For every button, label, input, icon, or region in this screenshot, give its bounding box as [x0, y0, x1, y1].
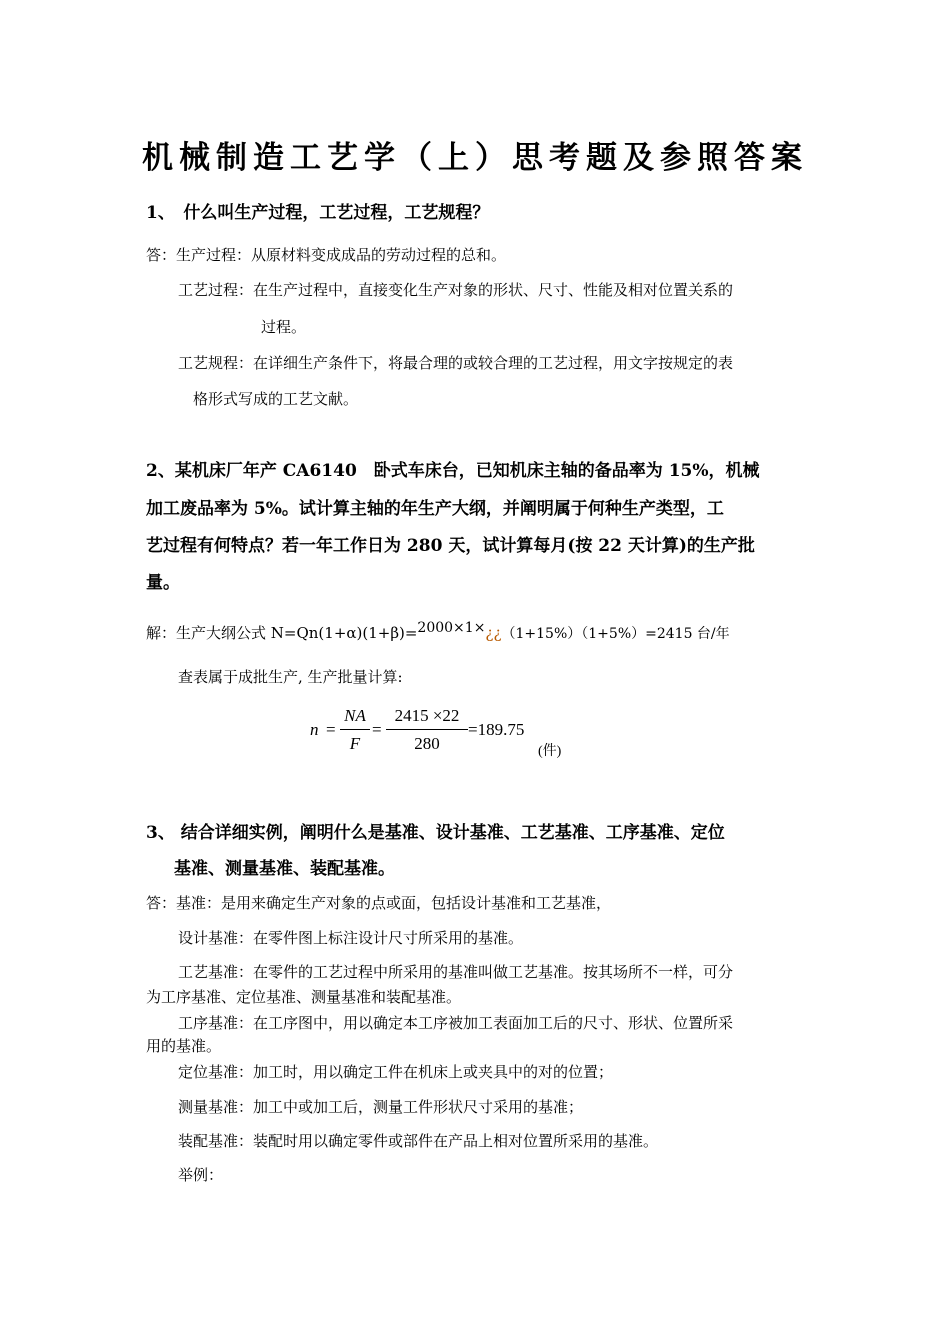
- fraction-numerator: 2415 ×22: [386, 706, 468, 730]
- formula-variable: n: [310, 720, 319, 739]
- question-3-heading: 3、 结合详细实例，阐明什么是基准、设计基准、工艺基准、工序基准、定位: [146, 823, 725, 843]
- q3-answer-line: 装配基准：装配时用以确定零件或部件在产品上相对位置所采用的基准。: [178, 1132, 659, 1150]
- q3-answer-line: 为工序基准、定位基准、测量基准和装配基准。: [146, 988, 462, 1006]
- formula-raised-text: 2000×1×: [417, 620, 486, 636]
- fraction-denominator: F: [349, 734, 361, 753]
- formula-garbled-glyph: ¿¿: [485, 624, 502, 642]
- question-3-heading: 基准、测量基准、装配基准。: [174, 859, 395, 879]
- fraction-numerator: NA: [340, 706, 370, 730]
- q1-answer-line: 过程。: [261, 318, 307, 336]
- question-2-heading: 艺过程有何特点？若一年工作日为 280 天，试计算每月(按 22 天计算)的生产批: [146, 536, 755, 556]
- question-2-heading: 量。: [146, 573, 180, 593]
- q3-answer-line: 工艺基准：在零件的工艺过程中所采用的基准叫做工艺基准。按其场所不一样，可分: [178, 963, 734, 981]
- q1-answer-line: 答：生产过程：从原材料变成成品的劳动过程的总和。: [146, 246, 507, 264]
- q3-answer-line: 设计基准：在零件图上标注设计尺寸所采用的基准。: [178, 929, 524, 947]
- formula-result: =189.75: [468, 720, 525, 739]
- q3-answer-line: 测量基准：加工中或加工后，测量工件形状尺寸采用的基准；: [178, 1098, 584, 1116]
- q1-answer-line: 工艺规程：在详细生产条件下，将最合理的或较合理的工艺过程，用文字按规定的表: [178, 354, 734, 372]
- formula-equals: =: [372, 720, 382, 739]
- question-2-heading: 加工废品率为 5%。试计算主轴的年生产大纲，并阐明属于何种生产类型，工: [146, 499, 724, 519]
- formula-fraction: [386, 706, 468, 754]
- q2-solution-line: [146, 620, 730, 643]
- formula-equals: =: [326, 720, 336, 739]
- q3-answer-line: 用的基准。: [146, 1037, 222, 1055]
- q2-solution-line: 查表属于成批生产, 生产批量计算:: [178, 668, 403, 686]
- q1-answer-line: 格形式写成的工艺文献。: [193, 390, 359, 408]
- document-title: 机械制造工艺学（上）思考题及参照答案: [142, 140, 808, 176]
- q3-answer-line: 定位基准：加工时，用以确定工件在机床上或夹具中的对的位置；: [178, 1063, 614, 1081]
- q3-answer-line: 工序基准：在工序图中，用以确定本工序被加工表面加工后的尺寸、形状、位置所采: [178, 1014, 734, 1032]
- q3-answer-line: 答：基准：是用来确定生产对象的点或面，包括设计基准和工艺基准，: [146, 894, 612, 912]
- question-1-heading: 1、 什么叫生产过程，工艺过程，工艺规程？: [146, 203, 490, 223]
- q1-answer-line: 工艺过程：在生产过程中，直接变化生产对象的形状、尺寸、性能及相对位置关系的: [178, 281, 734, 299]
- formula-text: （1+15%）（1+5%）=2415 台/年: [501, 626, 730, 642]
- formula-fraction: [340, 706, 370, 754]
- fraction-denominator: 280: [414, 734, 440, 753]
- q3-answer-line: 举例：: [178, 1166, 224, 1184]
- question-2-heading: 2、某机床厂年产 CA6140 卧式车床台，已知机床主轴的备品率为 15%，机械: [146, 461, 760, 481]
- formula-unit: (件): [538, 744, 562, 759]
- formula-text: 解：生产大纲公式 N=Qn(1+α)(1+β)=: [146, 624, 418, 642]
